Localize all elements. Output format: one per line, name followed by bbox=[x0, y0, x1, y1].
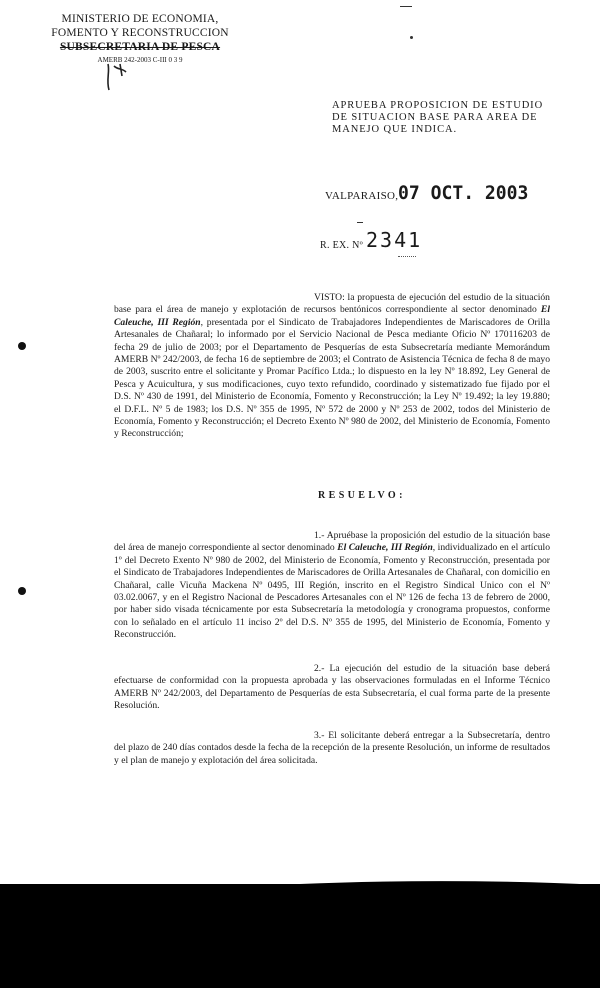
handwritten-mark bbox=[100, 62, 140, 92]
visto-text-1: la propuesta de ejecución del estudio de la situación base para el área de manejo y explotación de recursos bentónicos correspondiente al sector denominado bbox=[114, 292, 550, 316]
reference-code: AMERB 242-2003 C-III 0 3 9 bbox=[97, 56, 183, 64]
document-subject: APRUEBA PROPOSICION DE ESTUDIO DE SITUACION BASE PARA AREA DE MANEJO QUE INDICA. bbox=[332, 100, 544, 135]
stamped-date: 07 OCT. 2003 bbox=[398, 182, 529, 204]
letterhead bbox=[40, 12, 240, 67]
visto-text-2: , presentada por el Sindicato de Trabajadores Independientes de Mariscadores de Orilla Artesanales de Chañaral; lo informado por el Servicio Nacional de Pesca mediante Oficio Nº 170116203 de fecha 29 de julio de 2003; por el Departamento de Pesquerías de esta Subsecretaría mediante Memorándum AMERB Nº 242/2003, de fecha 16 de septiembre de 2003; el Contrato de Asistencia Técnica de fecha 8 de mayo de 2003, suscrito entre el solicitante y Promar Pacífico Ltda.; lo dispuesto en la ley Nº 18.892, Ley General de Pesca y Acuicultura, y sus modificaciones, cuyo texto refundido, coordinado y sistematizado fue fijado por el D.S. Nº 430 de 1991, del Ministerio de Economía, Fomento y Reconstrucción; la Ley Nº 19.492; la ley 19.880; el D.F.L. Nº 5 de 1983; los D.S. Nº 355 de 1995, Nº 572 de 2000 y Nº 253 de 2002, todos del Ministerio de Economía, Fomento y Reconstrucción; el Decreto Exento Nº 980 de 2002, del Ministerio de Economía, Fomento y Reconstrucción; bbox=[114, 316, 550, 440]
ministry-line-2: FOMENTO Y RECONSTRUCCION bbox=[51, 27, 229, 39]
resuelvo-heading: RESUELVO: bbox=[318, 490, 406, 501]
item-1-sector: El Caleuche, III Región bbox=[337, 542, 433, 554]
subsecretaria-line: SUBSECRETARIA DE PESCA bbox=[59, 41, 221, 53]
scan-mark bbox=[400, 6, 412, 7]
resolution-number: 2341 bbox=[366, 228, 423, 252]
visto-sector: El Caleuche, III Región bbox=[114, 304, 550, 328]
resolution-item-1 bbox=[114, 530, 550, 642]
scan-mark bbox=[398, 256, 416, 257]
place-label: VALPARAISO, bbox=[325, 190, 399, 202]
visto-lead: VISTO: bbox=[314, 292, 345, 303]
ministry-line-1: MINISTERIO DE ECONOMIA, bbox=[61, 13, 219, 25]
scan-dot bbox=[410, 36, 413, 39]
punch-hole bbox=[18, 342, 26, 350]
item-1-text-a: 1.- Apruébase la proposición del estudio de la situación base del área de manejo correspondiente al sector denominado bbox=[114, 530, 550, 554]
punch-hole bbox=[18, 587, 26, 595]
scan-border bbox=[0, 884, 600, 988]
resolution-item-3: 3.- El solicitante deberá entregar a la Subsecretaría, dentro del plazo de 240 días contados desde la fecha de la recepción de la presente Resolución, un informe de resultados y el plan de manejo y explotación del área solicitada. bbox=[114, 730, 550, 766]
scan-mark bbox=[357, 222, 363, 223]
item-1-text-b: , individualizado en el artículo 1º del Decreto Exento Nº 980 de 2002, del Ministerio de Economía, Fomento y Reconstrucción, presentada por el Sindicato de Trabajadores Independientes de Mariscadores de Orilla Artesanales de Chañaral, con domicilio en Chañaral, calle Vicuña Mackena Nº 0495, III Región, inscrito en el Registro Sindical Unico con el Nº 03.02.0067, y en el Registro Nacional de Pescadores Artesanales con el Nº 126 de fecha 13 de febrero de 2000, por haber sido visada técnicamente por esta Subsecretaría la metodología y cronograma propuestos, conforme con lo señalado en el artículo 11 inciso 2º del D.S. Nº 355 de 1995, del Ministerio de Economía, Fomento y Reconstrucción. bbox=[114, 542, 550, 641]
resolution-item-2: 2.- La ejecución del estudio de la situación base deberá efectuarse de conformidad con la propuesta aprobada y las observaciones formuladas en el Informe Técnico AMERB Nº 242/2003, del Departamento de Pesquerías de esta Subsecretaría, el cual forma parte de la presente Resolución. bbox=[114, 663, 550, 712]
resolution-label: R. EX. Nº bbox=[320, 240, 364, 251]
visto-paragraph bbox=[114, 292, 550, 441]
